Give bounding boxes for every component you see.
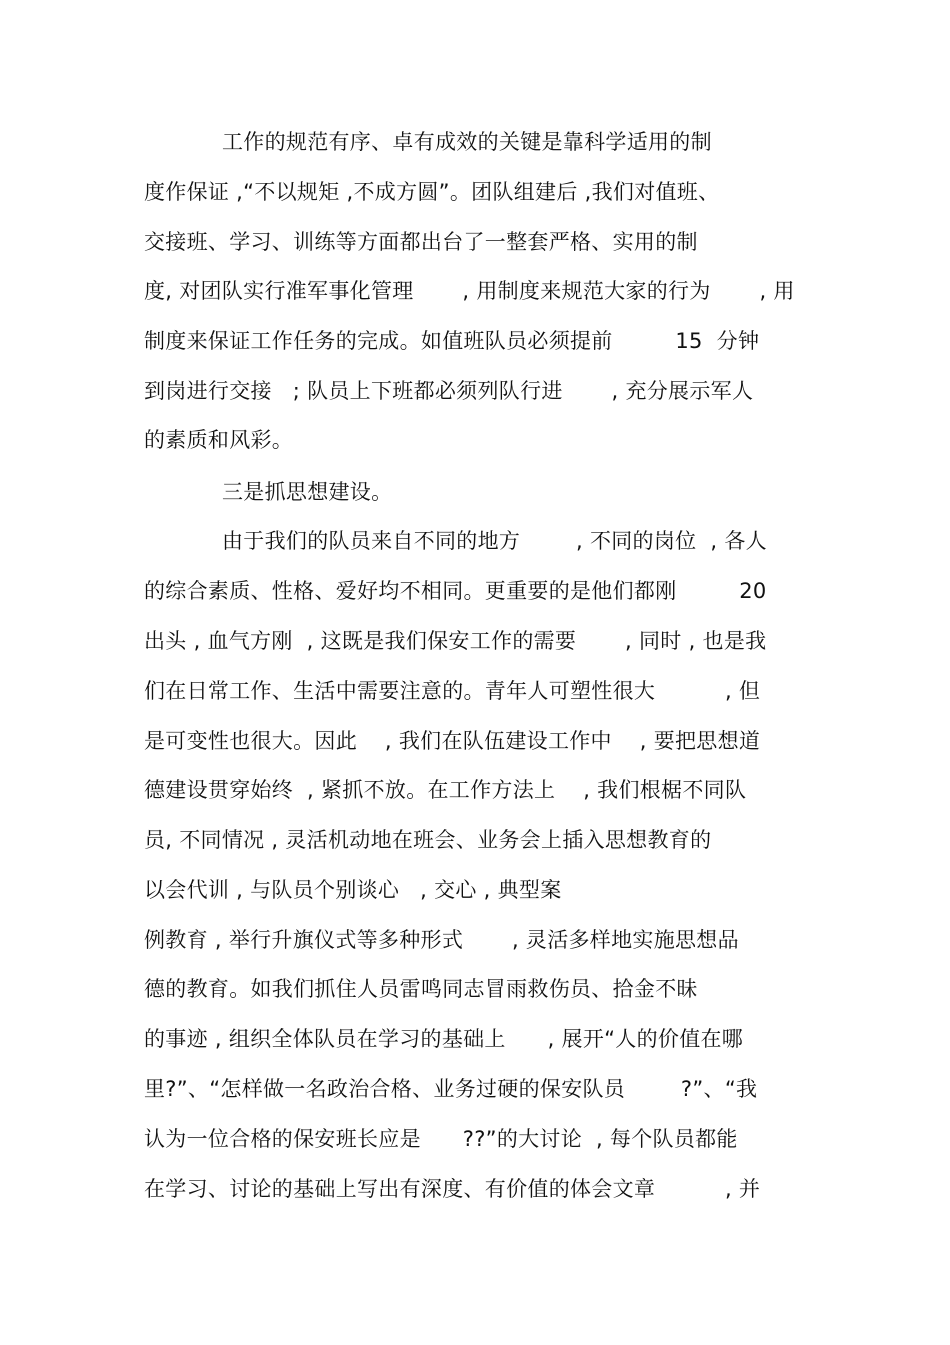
text-line: 在学习、讨论的基础上写出有深度、有价值的体会文章 , 并 <box>144 1177 761 1201</box>
text-line: 以会代训 , 与队员个别谈心 , 交心 , 典型案 <box>144 878 562 902</box>
text-line: 到岗进行交接 ; 队员上下班都必须列队行进 , 充分展示军人 <box>144 379 754 403</box>
text-line: 由于我们的队员来自不同的地方 , 不同的岗位 , 各人 <box>222 529 767 553</box>
text-line: 员, 不同情况 , 灵活机动地在班会、业务会上插入思想教育的 <box>144 828 712 852</box>
text-line: 度, 对团队实行准军事化管理 , 用制度来规范大家的行为 , 用 <box>144 279 795 303</box>
text-line: 德的教育。如我们抓住人员雷鸣同志冒雨救伤员、拾金不昧 <box>144 977 698 1001</box>
text-line: 认为一位合格的保安班长应是 ??”的大讨论 , 每个队员都能 <box>144 1127 738 1151</box>
text-line: 的事迹 , 组织全体队员在学习的基础上 , 展开“人的价值在哪 <box>144 1027 744 1051</box>
section-heading: 三是抓思想建设。 <box>222 480 393 504</box>
text-line: 是可变性也很大。因此 , 我们在队伍建设工作中 , 要把思想道 <box>144 729 761 753</box>
text-line: 德建设贯穿始终 , 紧抓不放。在工作方法上 , 我们根椐不同队 <box>144 778 747 802</box>
text-line: 交接班、学习、训练等方面都出台了一整套严格、实用的制 <box>144 230 698 254</box>
text-line: 制度来保证工作任务的完成。如值班队员必须提前 15 分钟 <box>144 329 760 353</box>
text-line: 工作的规范有序、卓有成效的关键是靠科学适用的制 <box>222 130 712 154</box>
text-line: 里?”、“怎样做一名政治合格、业务过硬的保安队员 ?”、“我 <box>144 1077 758 1101</box>
text-line: 例教育 , 举行升旗仪式等多种形式 , 灵活多样地实施思想品 <box>144 928 739 952</box>
text-line: 出头 , 血气方刚 , 这既是我们保安工作的需要 , 同时 , 也是我 <box>144 629 767 653</box>
text-line: 的素质和风彩。 <box>144 428 294 452</box>
text-line: 们在日常工作、生活中需要注意的。青年人可塑性很大 , 但 <box>144 679 761 703</box>
text-line: 度作保证 ,“不以规矩 ,不成方圆”。团队组建后 ,我们对值班、 <box>144 180 720 204</box>
text-line: 的综合素质、性格、爱好均不相同。更重要的是他们都刚 20 <box>144 579 767 603</box>
